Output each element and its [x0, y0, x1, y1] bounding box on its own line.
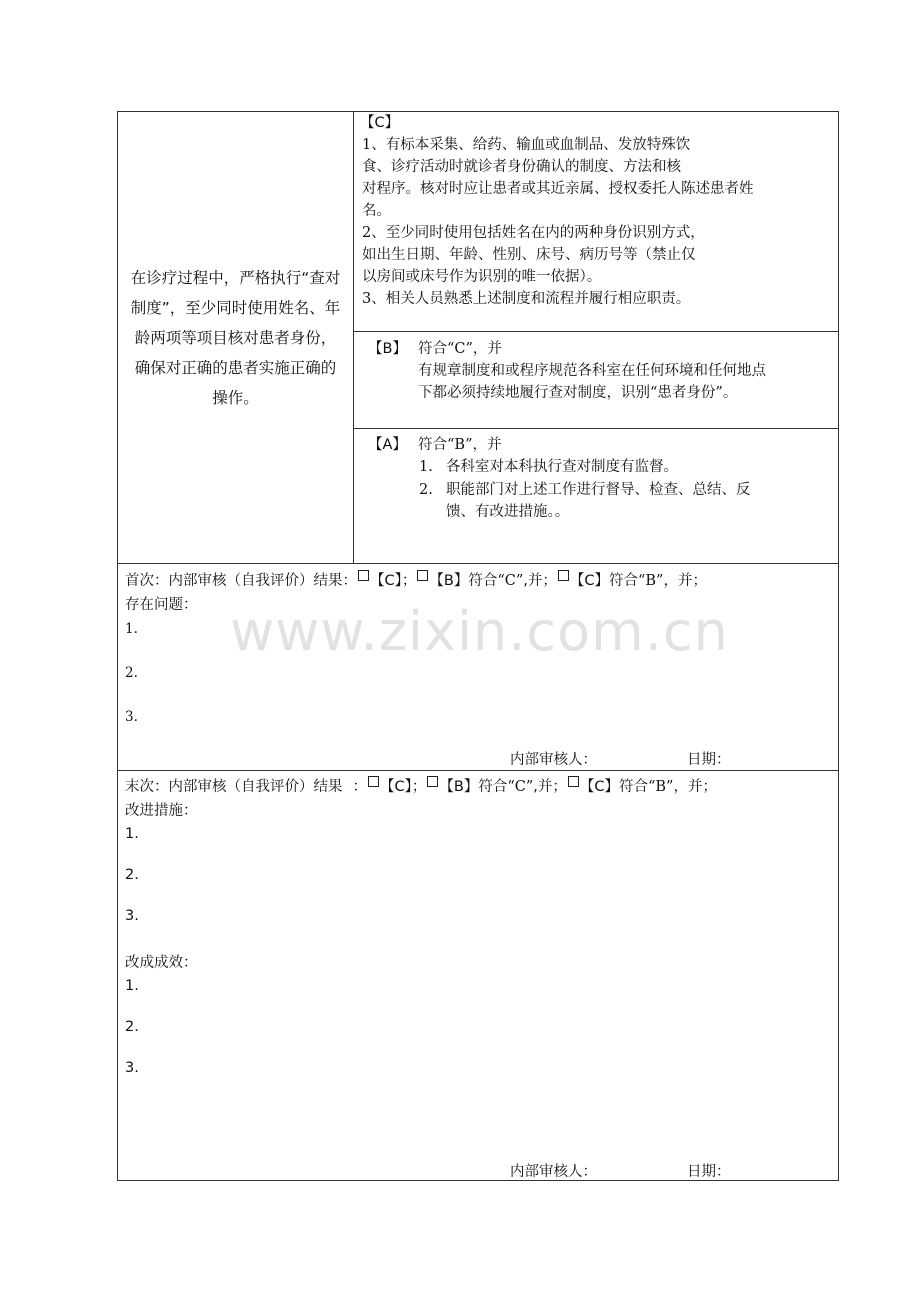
option-b-bing: ,并； — [533, 779, 567, 795]
grade-a-item-num: 2. — [419, 482, 433, 498]
grade-a-heading: 符合“B”，并 — [418, 437, 502, 453]
option-a-tag: 【C】 — [579, 779, 619, 795]
grade-c-line: 3、相关人员熟悉上述制度和流程并履行相应职责。 — [362, 291, 691, 307]
option-c-tag: 【C】 — [380, 779, 412, 795]
option-a-tag: 【C】 — [569, 573, 609, 589]
issue-item: 1. — [125, 621, 138, 637]
last-audit-colon: ： — [352, 779, 367, 795]
grade-b-heading: 符合“C”，并 — [418, 341, 502, 357]
first-audit-result-line — [125, 570, 707, 592]
last-audit-label: 末次：内部审核（自我评价）结果 — [125, 779, 343, 795]
option-a-text: 符合“B”，并； — [608, 573, 707, 589]
measure-item: 2. — [125, 867, 139, 883]
measures-label: 改进措施： — [125, 803, 198, 819]
grade-a-item-text: 各科室对本科执行查对制度有监督。 — [446, 459, 678, 475]
grade-a-item-text: 馈、有改进措施。。 — [446, 504, 570, 520]
result-item: 3. — [125, 1060, 139, 1076]
grade-c-line: 2、至少同时使用包括姓名在内的两种身份识别方式， — [362, 225, 705, 241]
first-date-label: 日期： — [687, 752, 731, 768]
row-divider-first-audit — [117, 563, 839, 564]
result-item: 2. — [125, 1019, 139, 1035]
row-divider-last-audit — [117, 770, 839, 771]
row-divider-c-b — [353, 331, 839, 332]
option-b-tag: 【B】 — [429, 573, 469, 589]
first-audit-label: 首次：内部审核（自我评价）结果： — [125, 573, 357, 589]
result-item: 1. — [125, 978, 139, 994]
separator: ； — [401, 573, 417, 589]
results-label: 改成成效： — [125, 955, 198, 971]
checkbox-c[interactable] — [368, 776, 379, 787]
measure-item: 3. — [125, 908, 139, 924]
first-auditor-label: 内部审核人： — [510, 752, 597, 768]
grade-c-line: 以房间或床号作为识别的唯一依据）。 — [362, 269, 602, 285]
grade-c-line: 对程序。核对时应让患者或其近亲属、授权委托人陈述患者姓 — [362, 181, 754, 197]
checkbox-b[interactable] — [427, 776, 438, 787]
watermark: www.zixin.com.cn — [230, 600, 729, 663]
grade-b-tag: 【B】 — [368, 341, 407, 357]
column-divider — [353, 112, 354, 563]
grade-c-line: 1、有标本采集、给药、输血或血制品、发放特殊饮 — [362, 137, 691, 153]
grade-c-line: 如出生日期、年龄、性别、床号、病历号等（禁止仅 — [362, 247, 696, 263]
option-c-tag: 【C】 — [370, 573, 402, 589]
last-audit-result-line — [125, 776, 717, 798]
measure-item: 1. — [125, 826, 139, 842]
grade-c-line: 食、诊疗活动时就诊者身份确认的制度、方法和核 — [362, 159, 681, 175]
last-auditor-label: 内部审核人： — [510, 1164, 597, 1180]
checkbox-a[interactable] — [558, 570, 569, 581]
checkbox-a[interactable] — [568, 776, 579, 787]
row-divider-b-a — [353, 428, 839, 429]
checkbox-b[interactable] — [417, 570, 428, 581]
option-b-tag: 【B】 — [439, 779, 479, 795]
standard-text: 在诊疗过程中，严格执行“查对制度”，至少同时使用姓名、年龄两项等项目核对患者身份，确保对正确的患者实施正确的操作。 — [130, 268, 341, 407]
issues-label: 存在问题： — [125, 597, 198, 613]
last-date-label: 日期： — [687, 1164, 731, 1180]
separator: ； — [411, 779, 427, 795]
grade-a-tag: 【A】 — [368, 437, 407, 453]
standard-cell — [118, 112, 353, 563]
grade-b-line: 有规章制度和或程序规范各科室在任何环境和任何地点 — [418, 363, 766, 379]
option-b-text: 符合“C” — [468, 573, 524, 589]
issue-item: 2. — [125, 665, 138, 681]
grade-c-tag: 【C】 — [360, 115, 400, 131]
grade-b-line: 下都必须持续地履行查对制度，识别“患者身份”。 — [418, 385, 738, 401]
option-b-text: 符合“C” — [478, 779, 534, 795]
option-a-text: 符合“B”，并； — [618, 779, 717, 795]
grade-a-item-text: 职能部门对上述工作进行督导、检查、总结、反 — [446, 482, 751, 498]
checkbox-c[interactable] — [358, 570, 369, 581]
option-b-bing: ,并； — [523, 573, 557, 589]
grade-a-item-num: 1. — [419, 459, 433, 475]
issue-item: 3. — [125, 709, 138, 725]
grade-c-line: 名。 — [362, 203, 391, 219]
